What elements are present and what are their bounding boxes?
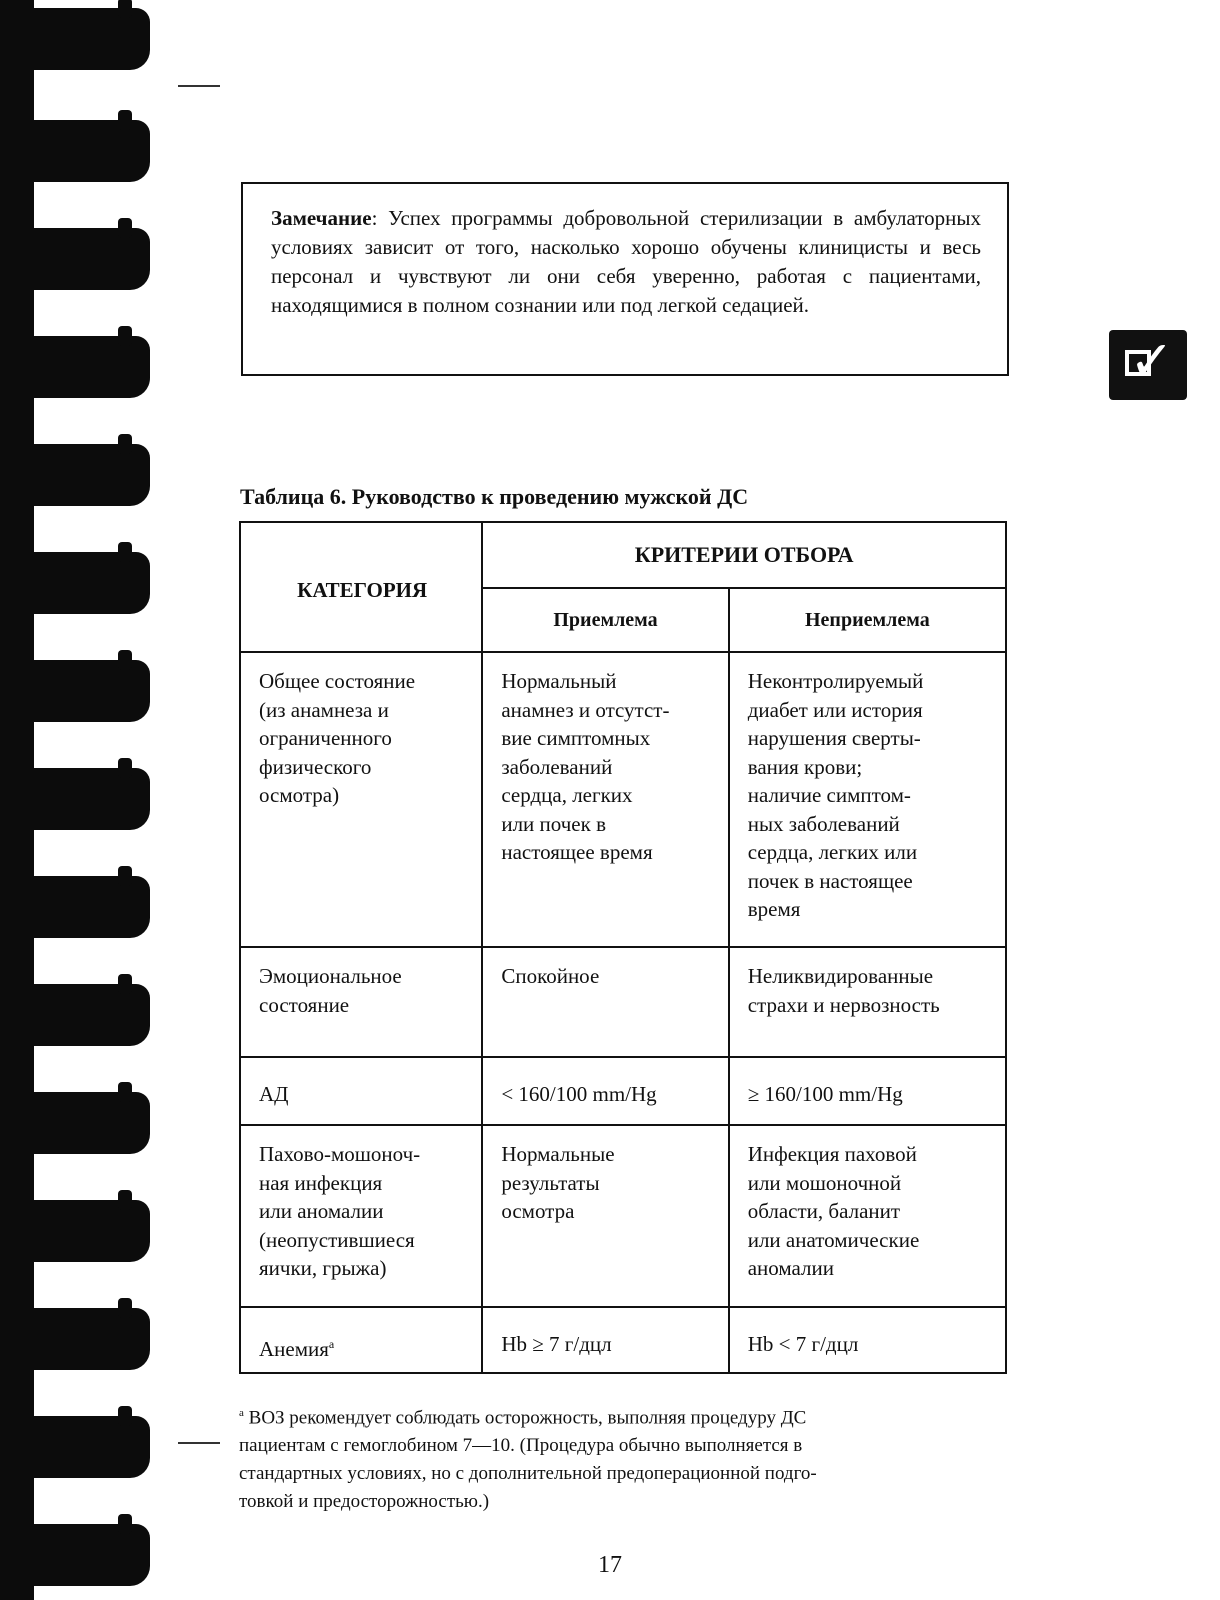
- cell-unacceptable: ≥ 160/100 mm/Hg: [729, 1057, 1006, 1125]
- cell-category: Пахово-мошоноч- ная инфекция или аномалии (неопустившиеся яички, грыжа): [240, 1125, 482, 1307]
- header-criteria: КРИТЕРИИ ОТБОРА: [482, 522, 1006, 588]
- cell-unacceptable: Инфекция паховой или мошоночной области, баланит или анатомические аномалии: [729, 1125, 1006, 1307]
- note-box: Замечание: Успех программы добровольной стерилизации в амбулаторных условиях зависит от того, насколько хорошо обучены клиницисты и весь персонал и чувствуют ли они себя уверенно, работая с пациентами, находящимися в полном сознании или под легкой седацией.: [241, 182, 1009, 376]
- table-caption: Таблица 6. Руководство к проведению мужской ДС: [240, 484, 749, 509]
- cell-category: АД: [240, 1057, 482, 1125]
- footnote-marker: а: [239, 1407, 244, 1419]
- note-label: Замечание: [271, 206, 372, 230]
- header-unacceptable: Неприемлема: [729, 588, 1006, 652]
- cell-unacceptable: Неконтролируемый диабет или история нарушения сверты- вания крови; наличие симптом- ных заболеваний сердца, легких или почек в настоящее время: [729, 652, 1006, 947]
- margin-mark: [178, 1442, 220, 1444]
- cell-category: Анемия$^а$: [240, 1307, 482, 1373]
- cell-category: Эмоциональное состояние: [240, 947, 482, 1057]
- cell-acceptable: Hb ≥ 7 г/дцл: [482, 1307, 728, 1373]
- spiral-binding: [0, 0, 150, 1600]
- table-row: [240, 947, 1006, 1057]
- note-text: Успех программы добровольной стерилизации в амбулаторных условиях зависит от того, насколько хорошо обучены клиницисты и весь персонал и чувствуют ли они себя уверенно, работая с пациентами, находящимися в полном сознании или под легкой седацией.: [271, 206, 981, 317]
- page-number: 17: [598, 1552, 622, 1578]
- table-row: [240, 1057, 1006, 1125]
- cell-acceptable: Нормальные результаты осмотра: [482, 1125, 728, 1307]
- cell-acceptable: < 160/100 mm/Hg: [482, 1057, 728, 1125]
- cell-unacceptable: Неликвидированные страхи и нервозность: [729, 947, 1006, 1057]
- cell-acceptable: Спокойное: [482, 947, 728, 1057]
- table-row: [240, 1125, 1006, 1307]
- selection-criteria-table: [239, 521, 1007, 1374]
- cell-acceptable: Нормальный анамнез и отсутст- вие симптомных заболеваний сердца, легких или почек в настоящее время: [482, 652, 728, 947]
- header-acceptable: Приемлема: [482, 588, 728, 652]
- checkbox-check-icon: ✓: [1109, 330, 1187, 400]
- margin-mark: [178, 85, 220, 87]
- footnote: $^а$ ВОЗ рекомендует соблюдать осторожность, выполняя процедуру ДС пациентам с гемоглобином 7—10. (Процедура обычно выполняется в стандартных условиях, но с дополнительной предоперационной подго- товкой и предосторожностью.): [239, 1407, 817, 1513]
- footnote-ref: а: [328, 1337, 335, 1351]
- cell-category: Общее состояние (из анамнеза и ограниченного физического осмотра): [240, 652, 482, 947]
- cell-unacceptable: Hb < 7 г/дцл: [729, 1307, 1006, 1373]
- header-category: КАТЕГОРИЯ: [240, 522, 482, 652]
- table-row: [240, 652, 1006, 947]
- table-row: [240, 1307, 1006, 1373]
